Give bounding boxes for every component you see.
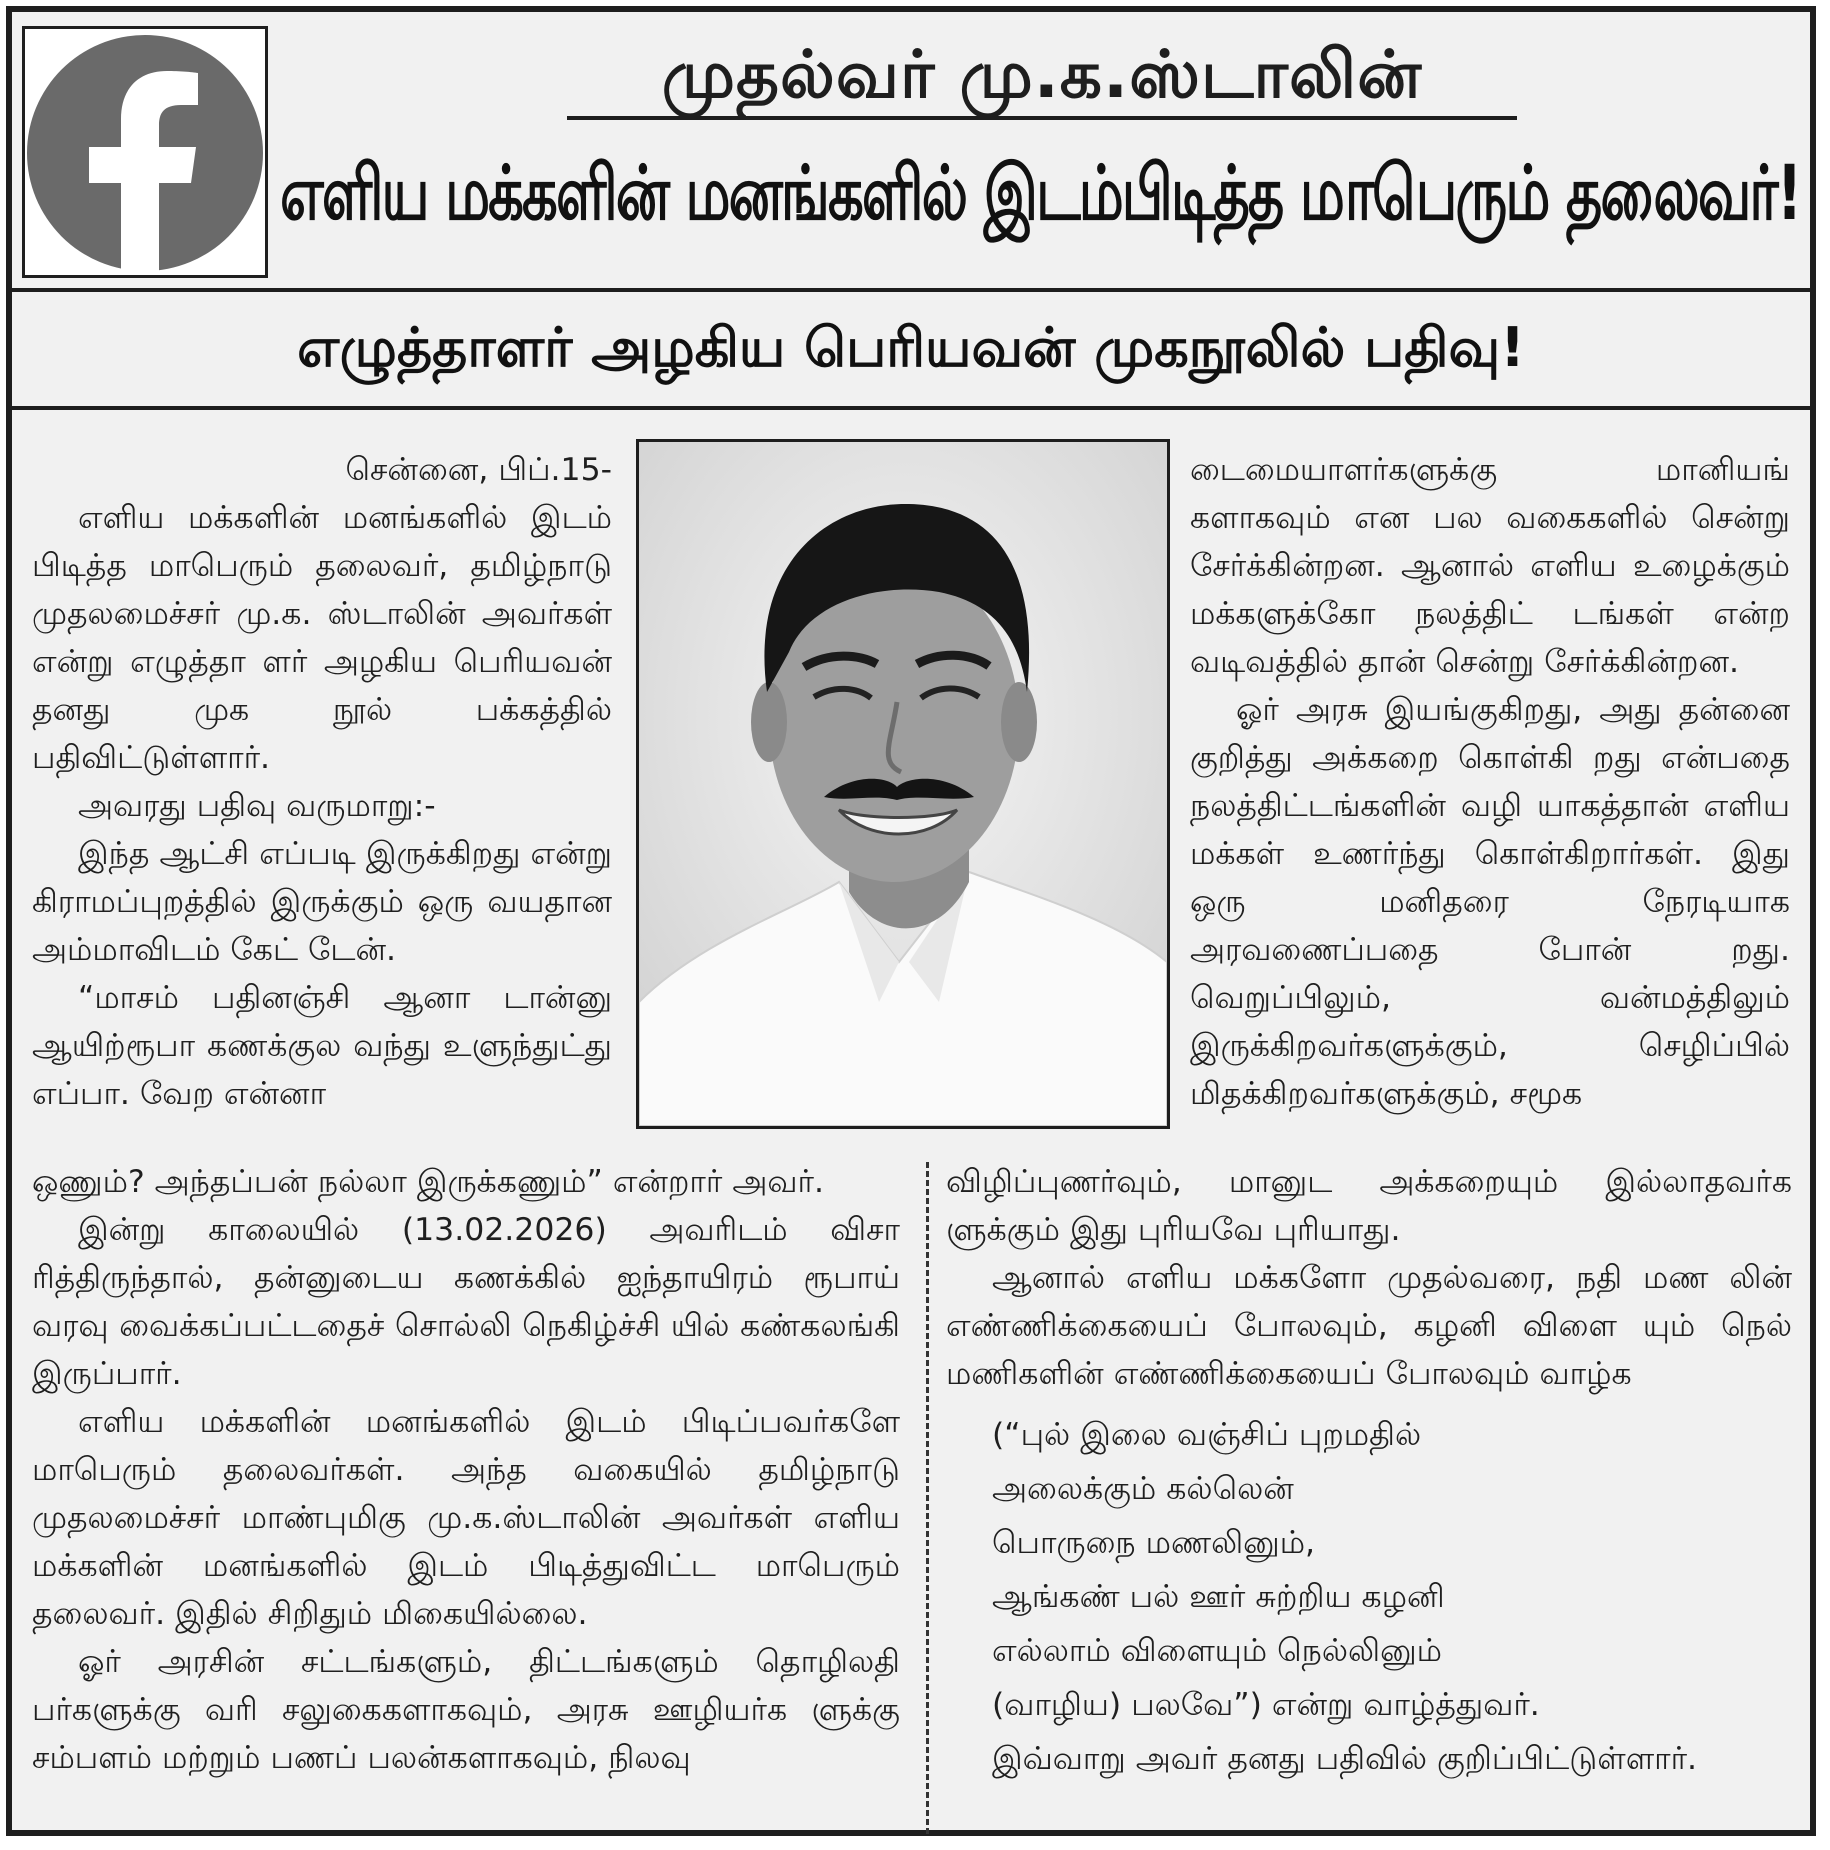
column-4 bbox=[946, 1158, 1792, 1786]
paragraph: “மாசம் பதினஞ்சி ஆனா டான்னு ஆயிற்ரூபா கணக்குல வந்து உளுந்துட்து எப்பா. வேற என்னா bbox=[32, 980, 612, 1112]
paragraph: டைமையாளர்களுக்கு மானியங் களாகவும் என பல வகைகளில் சென்று சேர்க்கின்றன. ஆனால் எளிய உழைக்கும் மக்களுக்கோ நலத்திட் டங்கள் என்ற வடிவத்தில் தான் சென்று சேர்க்கின்றன. bbox=[1190, 452, 1790, 680]
verse-line: (வாழிய) பலவே”) என்று வாழ்த்துவர். bbox=[992, 1687, 1540, 1723]
verse-line: ஆங்கண் பல் ஊர் சுற்றிய கழனி bbox=[992, 1579, 1445, 1615]
portrait-photo bbox=[636, 439, 1170, 1129]
facebook-logo-icon bbox=[27, 33, 263, 273]
column-1 bbox=[32, 446, 612, 1118]
kicker-underline bbox=[567, 116, 1517, 120]
kicker-title: முதல்வர் மு.க.ஸ்டாலின் bbox=[661, 36, 1423, 113]
facebook-logo-frame bbox=[22, 26, 268, 278]
closing-line: இவ்வாறு அவர் தனது பதிவில் குறிப்பிட்டுள்ளார். bbox=[992, 1741, 1698, 1777]
paragraph: ஓர் அரசின் சட்டங்களும், திட்டங்களும் தொழிலதி பர்களுக்கு வரி சலுகைகளாகவும், அரசு ஊழியர்க ளுக்கு சம்பளம் மற்றும் பணப் பலன்களாகவும், நிலவு bbox=[32, 1644, 900, 1776]
paragraph: அவரது பதிவு வருமாறு:- bbox=[78, 788, 436, 824]
paragraph: எளிய மக்களின் மனங்களில் இடம் பிடிப்பவர்களே மாபெரும் தலைவர்கள். அந்த வகையில் தமிழ்நாடு முதலமைச்சர் மாண்புமிகு மு.க.ஸ்டாலின் அவர்கள் எளிய மக்களின் மனங்களில் இடம் பிடித்துவிட்ட மாபெரும் தலைவர். இதில் சிறிதும் மிகையில்லை. bbox=[32, 1404, 900, 1632]
paragraph: இந்த ஆட்சி எப்படி இருக்கிறது என்று கிராமப்புறத்தில் இருக்கும் ஒரு வயதான அம்மாவிடம் கேட் டேன். bbox=[32, 836, 612, 968]
verse-line: எல்லாம் விளையும் நெல்லினும் bbox=[992, 1633, 1442, 1669]
subhead: எழுத்தாளர் அழகிய பெரியவன் முகநூலில் பதிவு! bbox=[297, 316, 1525, 379]
paragraph: எளிய மக்களின் மனங்களில் இடம் பிடித்த மாபெரும் தலைவர், தமிழ்நாடு முதலமைச்சர் மு.க. ஸ்டாலின் அவர்கள் என்று எழுத்தா ளர் அழகிய பெரியவன் தனது முக நூல் பக்கத்தில் பதிவிட்டுள்ளார். bbox=[32, 500, 612, 776]
headline: எளிய மக்களின் மனங்களில் இடம்பிடித்த மாபெரும் தலைவர்! bbox=[280, 150, 1801, 238]
paragraph: விழிப்புணர்வும், மானுட அக்கறையும் இல்லாதவர்க ளுக்கும் இது புரியவே புரியாது. bbox=[946, 1164, 1792, 1248]
subhead-band bbox=[12, 296, 1810, 410]
column-3 bbox=[1190, 446, 1790, 1118]
newspaper-clipping bbox=[6, 6, 1816, 1836]
verse-line: பொருநை மணலினும், bbox=[992, 1525, 1316, 1561]
verse-line: அலைக்கும் கல்லென் bbox=[992, 1471, 1294, 1507]
column-divider bbox=[926, 1162, 929, 1834]
paragraph: ஓர் அரசு இயங்குகிறது, அது தன்னை குறித்து அக்கறை கொள்கி றது என்பதை நலத்திட்டங்களின் வழி யாகத்தான் எளிய மக்கள் உணர்ந்து கொள்கிறார்கள். இது ஒரு மனிதரை நேரடியாக அரவணைப்பதை போன் றது. வெறுப்பிலும், வன்மத்திலும் இருக்கிறவர்களுக்கும், செழிப்பில் மிதக்கிறவர்களுக்கும், சமூக bbox=[1190, 692, 1790, 1112]
paragraph: ஒணும்? அந்தப்பன் நல்லா இருக்கணும்” என்றார் அவர். bbox=[32, 1164, 824, 1200]
paragraph: ஆனால் எளிய மக்களோ முதல்வரை, நதி மண லின் எண்ணிக்கையைப் போலவும், கழனி விளை யும் நெல் மணிகளின் எண்ணிக்கையைப் போலவும் வாழ்க bbox=[946, 1260, 1792, 1392]
verse-line: (“புல் இலை வஞ்சிப் புறமதில் bbox=[992, 1417, 1422, 1453]
paragraph: இன்று காலையில் (13.02.2026) அவரிடம் விசா ரித்திருந்தால், தன்னுடைய கணக்கில் ஐந்தாயிரம் ரூபாய் வரவு வைக்கப்பட்டதைச் சொல்லி நெகிழ்ச்சி யில் கண்கலங்கி இருப்பார். bbox=[32, 1212, 900, 1392]
portrait-photo-icon bbox=[639, 442, 1167, 1126]
dateline: சென்னை, பிப்.15- bbox=[345, 452, 612, 488]
column-2 bbox=[32, 1158, 900, 1782]
header bbox=[12, 12, 1810, 292]
